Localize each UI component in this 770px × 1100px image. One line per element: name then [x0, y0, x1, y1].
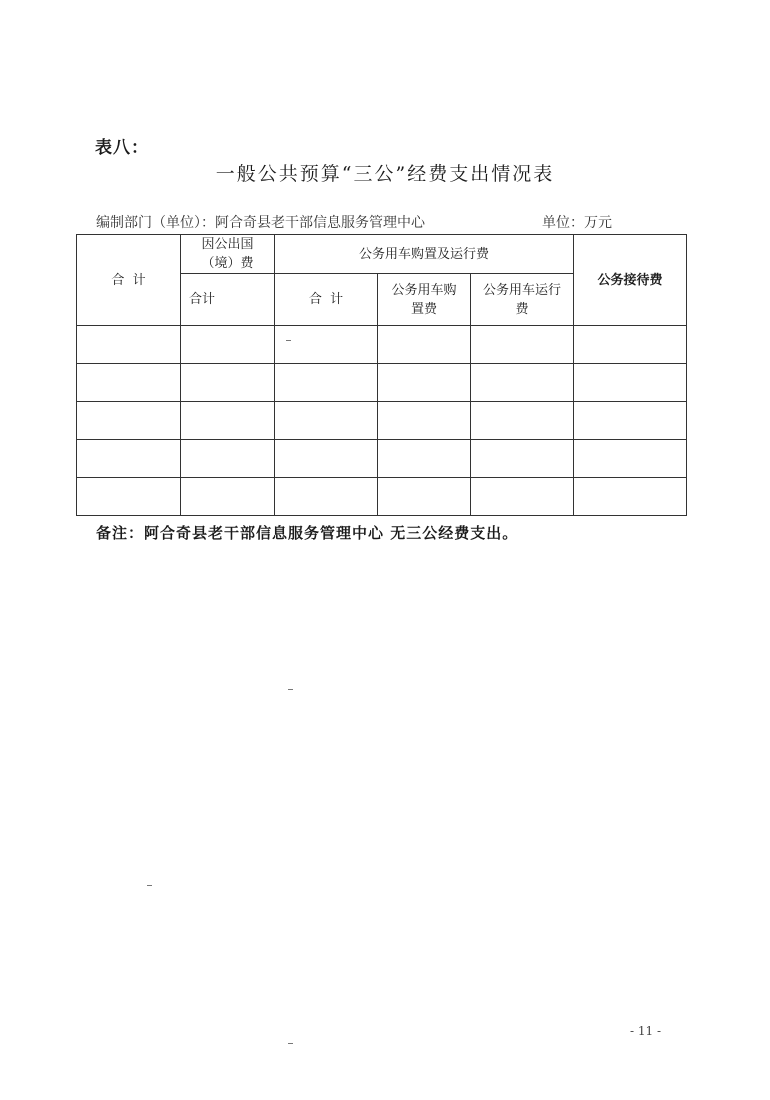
header-vehicle-operation-line1: 公务用车运行 [482, 282, 561, 298]
table-cell [378, 364, 471, 402]
header-row-1 [77, 235, 687, 274]
scan-mark [286, 340, 291, 341]
header-total: 合 计 [77, 235, 181, 326]
table-cell [77, 440, 181, 478]
table-cell [471, 364, 574, 402]
table-cell [574, 440, 687, 478]
table-cell [77, 364, 181, 402]
table-cell [275, 440, 378, 478]
table-cell [574, 402, 687, 440]
note: 备注：阿合奇县老干部信息服务管理中心 无三公经费支出。 [96, 524, 519, 542]
header-vehicle-purchase [378, 274, 471, 326]
header-abroad-line2: （境）费 [201, 256, 254, 271]
scan-mark [288, 689, 293, 690]
header-vehicle-operation [471, 274, 574, 326]
page-title: 一般公共预算“三公”经费支出情况表 [215, 163, 555, 185]
table-cell [275, 478, 378, 516]
table-cell [181, 440, 275, 478]
table-row [77, 402, 687, 440]
table-row [77, 440, 687, 478]
table-cell [378, 478, 471, 516]
table-cell [77, 402, 181, 440]
scan-mark [288, 1043, 293, 1044]
table-cell [275, 326, 378, 364]
header-vehicle: 公务用车购置及运行费 [275, 235, 574, 274]
header-vehicle-operation-line2: 费 [515, 301, 529, 317]
header-reception: 公务接待费 [574, 235, 687, 326]
table-label: 表八： [95, 138, 149, 158]
table-cell [378, 402, 471, 440]
header-abroad-line1: 因公出国 [201, 237, 254, 252]
table-row [77, 478, 687, 516]
expense-table [76, 234, 687, 516]
header-vehicle-purchase-line1: 公务用车购 [391, 282, 457, 298]
table-cell [181, 402, 275, 440]
table-cell [181, 326, 275, 364]
currency-unit: 单位：万元 [542, 215, 612, 231]
header-vehicle-purchase-line2: 置费 [410, 301, 437, 317]
table-row [77, 364, 687, 402]
table-cell [275, 364, 378, 402]
table-cell [471, 326, 574, 364]
table-cell [471, 440, 574, 478]
table-cell [77, 478, 181, 516]
table-cell [471, 402, 574, 440]
table-cell [378, 326, 471, 364]
table-cell [77, 326, 181, 364]
header-abroad-total: 合计 [181, 274, 275, 326]
scan-mark [147, 885, 152, 886]
table-cell [181, 364, 275, 402]
table-cell [574, 364, 687, 402]
table-cell [378, 440, 471, 478]
table-row [77, 326, 687, 364]
compiling-unit: 编制部门（单位）：阿合奇县老干部信息服务管理中心 [96, 215, 425, 231]
table-cell [471, 478, 574, 516]
table-cell [181, 478, 275, 516]
page-number: - 11 - [630, 1024, 662, 1038]
header-vehicle-total: 合 计 [275, 274, 378, 326]
table-cell [275, 402, 378, 440]
table-cell [574, 478, 687, 516]
header-abroad [181, 235, 275, 274]
table-cell [574, 326, 687, 364]
